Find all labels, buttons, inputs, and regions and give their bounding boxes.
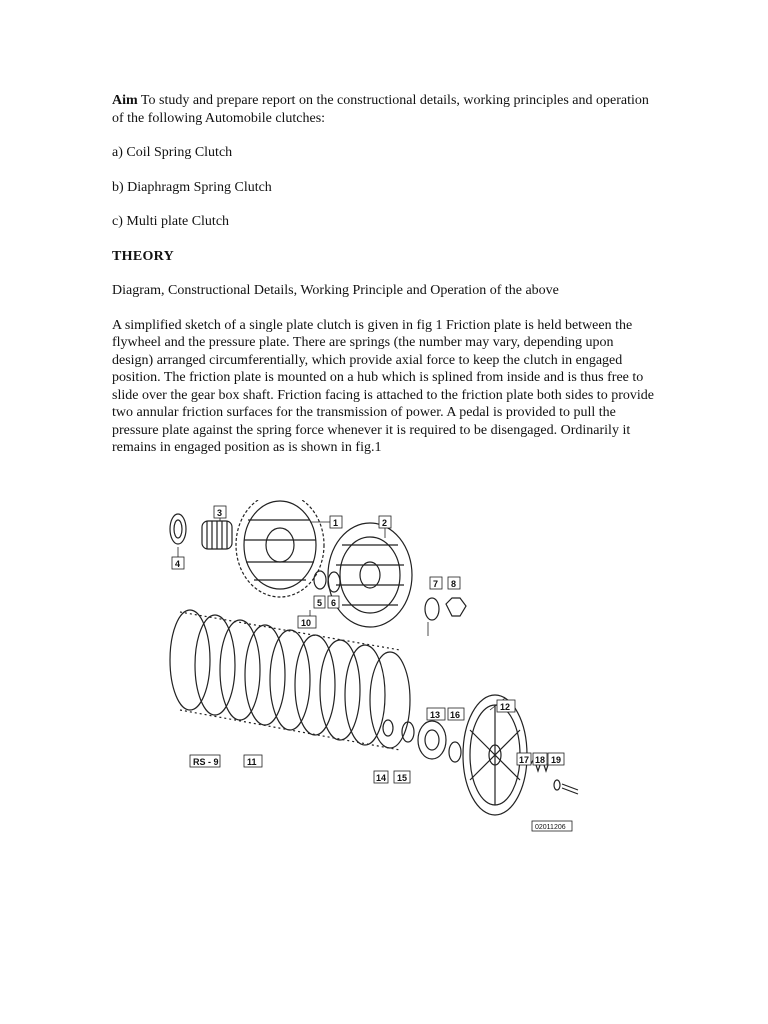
aim-paragraph <box>112 92 657 127</box>
clutch-item-b: b) Diaphragm Spring Clutch <box>112 179 272 195</box>
diagram-subheading: Diagram, Constructional Details, Working Principle and Operation of the above <box>112 283 559 298</box>
part-code: 02011206 <box>535 824 566 831</box>
part-5-6-washers <box>314 571 340 592</box>
clutch-item-a: a) Coil Spring Clutch <box>112 145 233 160</box>
callout-1: 1 <box>333 518 339 528</box>
aim-text: To study and prepare report on the constructional details, working principles and operation of the following Automobile clutches: <box>112 93 649 126</box>
clutch-item-c: c) Multi plate Clutch <box>112 214 230 229</box>
callout-2: 2 <box>382 518 388 528</box>
part-3-bearing <box>202 521 232 549</box>
part-1-clutch-basket <box>236 500 324 597</box>
callout-6: 6 <box>331 598 337 608</box>
callout-15: 15 <box>397 773 408 783</box>
callout-14: 14 <box>376 773 387 783</box>
callout-7: 7 <box>433 579 439 589</box>
part-4-ring <box>170 514 186 544</box>
callout-12: 12 <box>500 702 511 712</box>
callout-17: 17 <box>519 755 530 765</box>
part-13-16-bearing <box>383 720 461 762</box>
model-tag: RS - 9 <box>193 757 219 767</box>
document-text <box>112 88 657 457</box>
callout-13: 13 <box>430 710 441 720</box>
body-paragraph: A simplified sketch of a single plate clutch is given in fig 1 Friction plate is held between the flywheel and the pressure plate. There are springs (the number may vary, depending upon design) arranged circumferentially, which provide axial force to keep the clutch in engaged position. The friction plate is mounted on a hub which is splined from inside and is thus free to slide over the gear box shaft. Friction facing is attached to the friction plate both sides to provide two annular friction surfaces for the transmission of power. A pedal is provided to pull the pressure plate against the spring force whenever it is required to be disengaged. Ordinarily it remains in engaged position as is shown in fig.1 <box>112 317 654 455</box>
callout-3: 3 <box>217 508 223 518</box>
theory-heading: THEORY <box>112 248 174 264</box>
part-10-11-clutch-plates <box>170 610 410 750</box>
aim-label: Aim <box>112 93 138 108</box>
callout-5: 5 <box>317 598 323 608</box>
callout-4: 4 <box>175 559 181 569</box>
callout-8: 8 <box>451 579 457 589</box>
callout-18: 18 <box>535 755 546 765</box>
callout-10: 10 <box>301 618 312 628</box>
callout-11: 11 <box>247 757 257 767</box>
callout-16: 16 <box>450 710 461 720</box>
part-2-clutch-hub <box>328 523 412 627</box>
part-7-8-nut <box>425 598 466 620</box>
clutch-exploded-diagram <box>160 500 590 835</box>
callout-19: 19 <box>551 755 562 765</box>
